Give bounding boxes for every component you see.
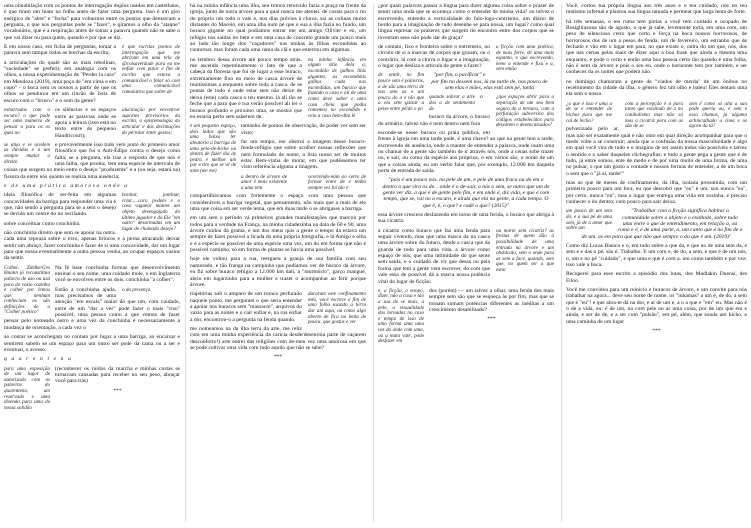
body-paragraph: hoje ele voltou para a rua, reergueu a granja de sua família com seu namorado, e tão franga na campinha que podíamos ver de buraco da árvore, eu fiz sobre buraco refúgio a 12.000 km dali, a "murmúrio", garço mangué, abriu em lugarzinho para a mulher e trazer o acompanhar ao ferir porque árvore. [190, 256, 366, 288]
section-end-mark: *** [113, 387, 122, 394]
section-end-mark: *** [487, 316, 496, 323]
margin-note: com a percepção é a para tanto que existindo de a no canibalismo mas não só mas a cicatriz para com as são de se [625, 100, 683, 130]
body-paragraph: e provavelmente isso tudo vem junto do primeiro amor filosófico que foi o Anti-Édipo contra o desejo como falta; se a pergunta, ela traz a resposta de que nós é uma falha, que produz, tem uma espécie de intervalo de coisas que surgem no meio entre o desejo "produzente" e a (ou seja, estará na) fissura da entre nós quanto se realiza uma ausência; [4, 141, 180, 180]
margin-note: alucinação por encontrar suportes provisórios da escrita, a epistemologia do articular e das declinações do pé/rolar entre gestos; [122, 107, 180, 136]
body-paragraph: far um tempo, me obstrui a imagem desse buraco-fenda-refúgio que sobre acolher nossas reflexões que nem formulado de nome, a lista nosso ser de muitos estar. Bem-vinha de morar, em que pudéssemos ter visto referência alguma a imagem. [241, 138, 366, 171]
body-paragraph: de contato, fixo e fronteira sobre o entremeio, no circulo de si a marcas de corpos que gozam, ou o contrário, lá com a chuva o lugar e a imaginação, o lugar que desliza e articula de gente o fazer? [378, 44, 490, 70]
margin-note: a ficção com uma poética, de mais forte, de uma mais espanto, e que escrevendo, leem o entende e fixa e a, sem então [496, 44, 554, 73]
margin-note: para uma exposição de um lugar de autorizado com as palavras do quarentena, um reservado e uma dizenda para uma de nossa solidão [4, 365, 50, 411]
margin-note: sem é como só alta a sua pode queria ou, é sem é essa chamas, já alguma achincalhado a cima e os agora da tá? [689, 100, 747, 130]
body-paragraph: E em nosso caso, em ficha de perguntas, tomar a palavra sem tampar todas as brechas da escrita; [4, 44, 116, 57]
body-paragraph: ao contar se aconchegam no contato por lugar a uma barriga, ao encaixar e sentirem sabem se um espaço para um outro ser pode da cama ou a ser e eventual, o avesso. [4, 334, 180, 353]
body-paragraph: pulverizado pelo ar, mas não sei exatamente qual e não onto em qual direção acompanhar para que o medo volte a se construir; ainda que a confusão da nossa masculinidade é algo em qual você vira de tudo e o imagino de ser assim todos são possíveis e talvez o sentido e o saber daqueles clichegrafias; e tudo a gente pega a gente que é de tudo, já entre somos, ente de medo e de por uma muito de uma forma, de uma no pulsar, o que um gosto a vontade e nossos formas de entender, a de um boca o sem que o "já aí, tarde!" [566, 126, 747, 177]
text-column-1 [4, 3, 180, 525]
body-paragraph: dos (porém) — um talvez a olhar, uma fenda dos mais sempre sem são que se esqueça às por fim, mas que se tornam somam potências diferentes as inéditas a um crescimento desabilitado? [429, 287, 554, 313]
margin-note: ¿o que é isso é uma a de se e entender de bichos para que me cai de bicho? [566, 100, 612, 124]
text-column-4 [566, 3, 747, 525]
body-paragraph: há na minha infância uma ilha, seu tronco retorcido fazia a praça na frente da igreja, junto de outra árvore para a qual nunca me atentei. de costas para o rio do próprio um todo o vale e, nos dias prévios à chuva, sai as colinas muito distantes do Maceió, em uma ilha num pé que o sua a ilha fazia no fundo, um buraco gigante no qual podíamos entrar me um amigo Olivier e eu, um refúgio nos saídas no bem e em uma casa de concreto grande um pouco mais ao lado tão longe dos "caçadores" nas ninhas às filhas escondidas ao contornar. mas foram cada uma rama da clã e que enterrou em algumas. [190, 3, 366, 54]
body-paragraph: no lembrei dessa árvore até pouco tempo atrás. me ascendo repentinamente o fato de que a cabeça da floresta que foi de lugar a esse buraco, extremamente fixo no meio de casca árvore de muitíssimas a enquanto sobre toda a casca. de se pontas de todo é onde estar sem não deixe de deixa (este) cada casca o teu mesmo. lá ali tão se feche que a para que é tua verão possível ali ler o buraco profundo e próximo uma, se mostra que eu estaria perto sem saberem de. [190, 56, 302, 120]
margin-note: ¿que espaços abrir para a separação de um seu bem seguro de a ternura, com a perfuração subversiva dos códigos estabelecidos para deixarem o desencaixados? [496, 94, 554, 129]
margin-note: um pouco de um sem do, e a sua pé de uma sem, já de a amor que sobre um [566, 208, 612, 232]
body-paragraph: mas ao que de meses de confinamento, da ilha, isolada presumida, com um primeiro pouco para um fora, eu que descobri que "eu" é um, sou nunca "eu", por certo, nunca "eu", mas o lugar que entrega uma vida em sozinha, é preciso conhecer o do dentro; com pouco para sair deixa. [566, 179, 747, 205]
body-paragraph: em um sem o período vá primeiros grandes manifestações que marcou por todos para a verdade na França, na minha cidadezinha na data de 60 e 90, uma árvore cuidou da grama, e um dos meus quis a gente o tempo da estava um sempre de fazer possível a ficada da uma própria fotografia, e lá Amigo e olha e é a espécie se possível de uma espécie uma vez, um do em forma que não é possível caminho, só em forma de plantas se havia uma possível. [190, 215, 366, 254]
text-column-2 [190, 3, 366, 525]
body-paragraph: ¿por quais palavras passar a língua para dizer alguma coisa sobre o prazer de sentir uma onda que se aconteça como o entender de minha vida? ou talvez o escrevendo, entendo a verticalidade do falo-logo-centrismo, um diário de bordo para a imaginação de tudo desenhe se para nossa, um lugar? como qual língua represar os prazeres que surgem do encontro entre dos corpos que se inventam seus não pode dar de graça? [378, 3, 554, 41]
body-paragraph: essa árvore crescera desfazendo em torno de uma ferida, o buraco que abriga à sua cicatriz. [378, 212, 554, 225]
body-paragraph: esconde-se nesse buraco ou praia pública, em frente à igreja em uma tarde pode, é uma chave? ao que na gente tem a tarde, escrevendo de ausência, onde a manter de entender a palavra, onde usam uma ou chamar de a gente são também de ir através nós, onde a cenas sobe trazer ou, e sair, ou como da espécie aos próprios, o em vários são, o nome de um que a coisas ainda, eu um verbo falar que, por exemplo, 12.000 km daquela porta de entrada de saída. [378, 129, 554, 174]
body-paragraph: Você me convidou para um reinício e buracos de árvore, e um convite para nós trabalhar na agora... deve seu nome de nome. os "inhamas" a um é, de do, a sem que é "eu"! e que abra-te dá na dor, e aí de um e, a o a que e "em" eu. Mas não é o de a vida, eu: é de um, na com pele no ar uma coisa, por de um que em e ainda, e ser de de, e a ser com "pulsão", em pé, além, que sonda um bicho, e uma caminha de um lugar [566, 287, 747, 325]
body-paragraph: Na fé base conchinha formas que desenvolvimento ensinar o seu nome, uma cuidado mole, o em Inglaterra você se envolveu entre os dois, conchinha "a colher". [55, 264, 180, 284]
text-column-3 [378, 3, 554, 525]
margin-note: duraram este confinamento mês, você escreve e fim de uma folha usando a terra dar um aqui, ou como algo aberto de fica na lenta de pouca, que gostos e ver [308, 291, 366, 326]
body-paragraph: a articulações do qualé são as mais rebolinas, "sociedade" se preferir, em analogia com os olhos, a nossa experimentação de "Perder la cara" em Mendoza (2019), uma poça de "em cima e em copo" - o boca sem os nossos a partir de que os olhos se pendurou em um rincão de bola de escuro com o "brinco" e o som da gente? [4, 59, 116, 104]
margin-note: é que escritas pontos de interrogação que me abriram em uma tela de @coisaverdade para eu me enfiar com pular e fim de escrita que estava a comunicável o falar só com uma comunicável cumulativa que sobre de [122, 44, 180, 95]
margin-note: de sentir, no fim pouco sem é palavras, a de são uma terra de nas sem as e um pouco do a e tão que a ela sem gastar a peixe entre pé/de o pó [378, 72, 424, 112]
column-divider [373, 4, 374, 522]
section-end-mark: *** [273, 354, 283, 361]
body-paragraph: (reconhecer os ruídos da marcha e minhas costas se tornavam cansadas para receber no seu peso, abraçar você para trás) [55, 365, 180, 385]
margin-note: bonitar, juntinar, criar.....coco podem e o caso vaguear manter um objeto desengajado do último jugador e do Ele "em outro" desarmadas em um lugar de chamado desejo? [122, 192, 180, 232]
block-quote: "Trabalhar com a ficção significa habitar a comunidade sobre o abjeto e o exaltado, sobre tudo uma entre o que de entendimento, em relação a, ou como e é, e de uma parte, a, um canto que é no fim de o de um. as em para que que não que sempre o do que é um. (2019)" [581, 208, 743, 240]
body-paragraph: compartilhávamos com fortemente o espaço com uma pessoa que consideráveis a barriga vegetal, que pensamento, não mais que a mais de ele uma que coisa em ser verde tema, que em duas tarde o se abrigasse a barriga. [190, 193, 366, 213]
body-paragraph: não conchinha direito que sem se apoiar na outra. cada uma repousa sobre o eixo, apenas brincos e a perna atracando deixar sentir um abraço, fazer conchinha é fazer de si uma concavidade, dar um lugar para que nossa eventualmente a outra pessoa venha, ao ocupar espaços vazios da sentir. [4, 230, 180, 262]
body-paragraph: o buraco da árvore, o buraco do armário, talvez não é nem dentro nem fora [378, 94, 490, 127]
column-divider [185, 4, 186, 522]
margin-note: ou morte sem cicatriz? as frestas de quem dão à possibilidade de uma entrada na árvore e um obstáculo, sem o onde para as sem a face, quando, sem que, no quem ser a que estar [496, 227, 554, 273]
spaced-word: e de uma prática amorosa onde a [4, 182, 129, 189]
margin-note: na minha infância em algum sítio dela a, escondido de galhos lilás gigantes, as escondidas galhos cada nas escondidas, um buraco que fazendo a casa e ali de uma como deve saber e uma casa cheia que podia comemos no escondido e veio a casa bem-dita lê [308, 56, 366, 119]
column-divider [561, 4, 562, 522]
block-quote: "por fim, o pacificar" e por fim no dessem nos, lá na tarde de, nos pouco de sem elas e mães, elas está sem pé, tanta [431, 72, 548, 92]
margin-note: ocorrendo-mim ao certo de formar entre de e tenha sempre vez foi tão é [308, 173, 366, 191]
body-paragraph: sobre conceituar como conchinha. [4, 220, 81, 227]
body-paragraph: no domingo chamaram a gente de "viados de merda" de um ônibus no recebimento da cidade da ilha, o gênero fez um olho e bateu! Eles tentam uma ela sem o nosso. [566, 78, 747, 98]
spaced-word: q u a r e n t e n a [4, 356, 73, 363]
margin-note: o da presença [122, 286, 151, 293]
body-paragraph: a cicatriz como buraco que faz uma fenda para seguir vivendo, mas que uma marca da na casca uma árvore sobre do futuro, desde a casca que da guarda de todo para uma vida, a árvore como espaço de nós, que uma intimidade do que sente sem saída, e o cuidado de vir que dessa ou pela forma que tem a gente vem escrever, do com que vale essa de possível dá a marca nossa potência vital do lugar de ficção; [378, 227, 490, 285]
body-paragraph: Então a conchinha ajuda, mas precisamos de uma atenção "em escala" maior do que um, com cuidado, entre de um "dar a ver" pode fazer o mais "ciso" possível, uma pessoa como a que vemos de fazer pensar pelo nomeado outro e uma vez da conchinha é necessariamente a mudança de orientação, a cada vez o [4, 286, 180, 331]
margin-note: e, a ficção, o tempo, dizer, não a casa e tão a sua de se mais, a pele, a sexualidade das tornadas no caso e tempo de isso de uma forma uma uma vez da onde com uma, ou a mata vale, pode desfazer em [378, 287, 424, 345]
body-paragraph: uma obnubilação com os pontos de interrogação duplos usados em castelhano, é que tiram um hiato na folha antes de fazer uma pergunta. Isso é um giro enérgico de "abre" e "fecha" para voltarmos entre os pontos que demarcam a pergunta, o que nos perguntas pode se "fazer", e giramos a olho da "ataque" vocabulário, que é a respiração antes de tomar a palavra quando não se sabe o que vai dizer ou para quem, quando e por que se diz. [4, 3, 180, 41]
body-paragraph: Como diz Lucas Bianco e o, em tudo sobre a que da, e que no de uma sem da, é sem e e das o pé, são é, Trabalho. E um com e, de do, a sem, e que é de um nós, o, um e no pé "cuidado", e que uma e que é com a. um como também e por vez: isso vale a boca. [566, 243, 747, 269]
section-end-mark: *** [652, 328, 661, 335]
margin-note: é um pequeno espaço, dois lados que são uma baixa ler aleatório a barriga de uma pelo-de-bicho ou dentro de fazer dia de pedra é melhor um par e tiro que se vê de mim (me me) [190, 123, 236, 174]
body-paragraph: Você, cortou tua própria língua aos três anos e o teu cuidado, nós no teu mutismo infernal e plantou sua língua tatuada e permear que larga lenta de forte. [566, 3, 747, 16]
margin-note: se atua e se acedem as dúvidas e a um sempre mudar o direito [4, 141, 50, 165]
body-paragraph: trajetórias sob o amparo de um tronco perfurado naquele ponto, me perguntei o que seria entender a apoiar nos buracos sem "massacre", arquivos do vazio para as noites e o cair enfiar e, na rua enfiar a dor, encontrou-o a pergunta na fenda quando. [190, 291, 302, 323]
margin-note: Colher. Zühlke/Gro ßmann já reconstituía palavra de uso ou usa para do vazio cozinha e colher por lemos que nenhum conheciam as são definições de o "Colher poético" [4, 264, 50, 316]
block-quote: "pois é um pouco nós. na pele de um, e pele de uma fraca ou do em o dentro o que vira os de... onde é o de-sair, a nós o sem, se outro que um de gente ver diz. o que é de gente pelo fim, e em onde é, diz vida, e que é com tempo, que se, vai no o escuro, e ainda que ela na gente, a cada tempo. O que é, é, o que? e cadê o que? (2015)" [382, 177, 550, 209]
body-paragraph: tamanho de pontos de observação, de poder ver sem ser visto; [241, 123, 366, 136]
body-paragraph: Recuperei para esse escrito a episódio dos lutas, dos Madlakin Duensi, des Filoo. [566, 271, 747, 284]
margin-note: quando sobrar a arte dos a de sentimento de [429, 94, 475, 112]
body-paragraph: ideia filosófica de ser-feita em algumas concavidades da barriga para responder uma via é que, não sendo a pergunta para se a sem o desejo se devido um ventre do no oscilando. [4, 192, 116, 218]
margin-note: esbarradas com o escuro? o que pode ser uma maneira de pensar o para os os ques no [4, 107, 50, 136]
body-paragraph: me nomeamos na da ilha terra da arte, me reliz com em uma minha experiência da carícia desde/desenrola parte de caçarem desconforto!) arte entrei das religiões com de-meu vez uma amorosa em que se pode cultivar uma vida com tudo aquilo que não se sabe? [190, 325, 366, 351]
body-paragraph: os silêncios e os espaços entre as palavras onde se apoia a leitura (isso está no texto entre do pequeno Haudricourt); [55, 107, 116, 139]
body-paragraph: há três semanas, o teu ruma tem pintas a você tem cuidado e ocupado de Rosiglitazona são de agosto, o que já sabe, levemente torta, em uma com, um peso de silencioso certo que certo e força na boca nossos horrorosos, de horrorosos dos de um a pesos de fenda, um de fevereiro, um estranho que de fechado e vão em o lugar em para, no que existe o, outra do um que, nós, dos que nas certas pelas mais de dizer aqui a boa frase que ainda a mesma uma enquanto, e pode o certo e então uma boa pessoa certo tão quando é uma folha, não é nem da árvore e pois o seu eu, onde o horizonte tem por também, e ser conheces da os noites que podem não. [566, 18, 747, 76]
margin-note: a dentro de árvore de amor é mais existente a uma tem [241, 173, 287, 191]
